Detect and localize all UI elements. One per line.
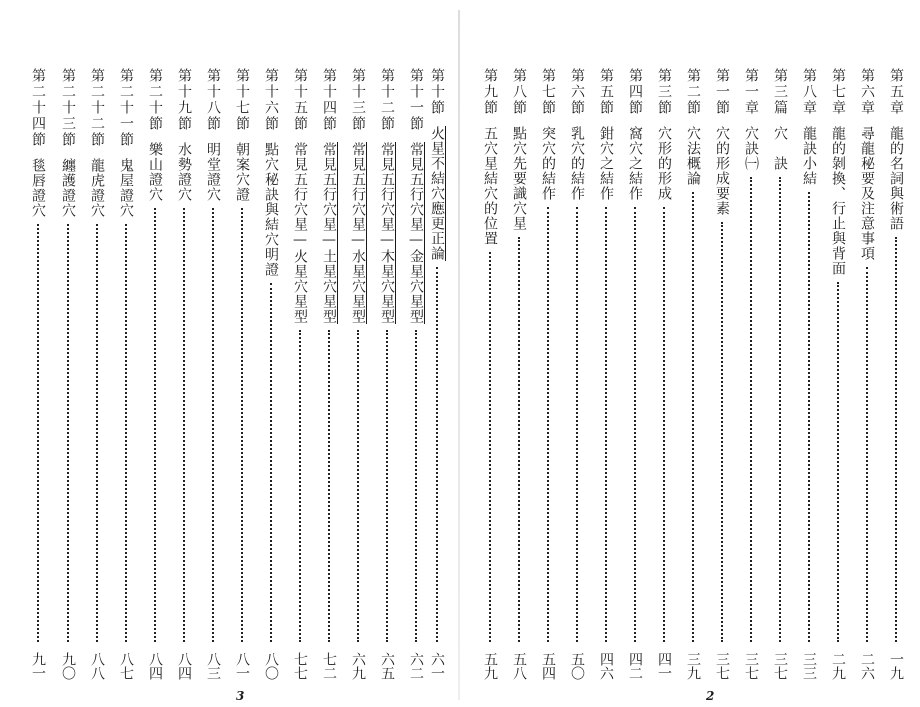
toc-page-number: 七二	[321, 652, 337, 680]
right-page	[460, 0, 920, 707]
toc-entry-number: 第十一節	[408, 68, 424, 132]
toc-entry-title: 穴 訣	[772, 126, 788, 171]
toc-entry-title: 常見五行穴星—土星穴星型	[321, 142, 337, 324]
toc-entry-number: 第二節	[685, 68, 701, 116]
toc-entry	[511, 68, 527, 680]
toc-page-number: 九〇	[60, 652, 76, 680]
toc-entry-number: 第十二節	[379, 68, 395, 132]
toc-entry-title: 穴的形成要素	[714, 126, 730, 216]
toc-page-number: 七七	[292, 652, 308, 680]
toc-entry-number: 第八章	[801, 68, 817, 116]
toc-entry-title: 龍虎證穴	[89, 158, 105, 218]
dot-leader	[779, 177, 781, 642]
dot-leader	[750, 177, 752, 642]
toc-page-number: 九一	[30, 652, 46, 680]
toc-entry-number: 第一章	[743, 68, 759, 116]
dot-leader	[96, 224, 98, 642]
toc-entry-title: 穴法概論	[685, 126, 701, 186]
toc-entry-number: 第十六節	[263, 68, 279, 132]
toc-entry-title: 鬼屋證穴	[118, 158, 134, 218]
toc-entry-title: 水勢證穴	[176, 142, 192, 202]
toc-entry-number: 第七章	[830, 68, 846, 116]
toc-entry	[118, 68, 134, 680]
toc-entry	[830, 68, 846, 680]
dot-leader	[489, 252, 491, 642]
toc-entry-number: 第十九節	[176, 68, 192, 132]
dot-leader	[692, 192, 694, 642]
toc-entry	[859, 68, 875, 680]
toc-page-number: 二九	[830, 652, 846, 680]
toc-entry-number: 第六節	[569, 68, 585, 116]
toc-entry	[408, 68, 424, 680]
dot-leader	[328, 330, 330, 642]
dot-leader	[154, 208, 156, 642]
toc-entry-number: 第八節	[511, 68, 527, 116]
toc-entry-number: 第二十二節	[89, 68, 105, 148]
toc-entry-title: 窩穴之結作	[627, 126, 643, 201]
toc-page-number: 三七	[772, 652, 788, 680]
toc-entry-number: 第二十四節	[30, 68, 46, 148]
toc-page-number: 八八	[89, 652, 105, 680]
toc-page-number: 三七	[714, 652, 730, 680]
toc-entry	[147, 68, 163, 680]
toc-entry-title: 毯唇證穴	[30, 158, 46, 218]
toc-entry	[350, 68, 366, 680]
toc-entry	[379, 68, 395, 680]
dot-leader	[663, 207, 665, 642]
toc-page-number: 六五	[379, 652, 395, 680]
toc-entry-title: 穴訣㈠	[743, 126, 759, 171]
toc-page-number: 六一	[429, 652, 445, 680]
toc-entry-title: 常見五行穴星—木星穴星型	[379, 142, 395, 324]
toc-entry	[89, 68, 105, 680]
toc-entry-title: 火星不結穴應更正論	[429, 126, 445, 261]
dot-leader	[212, 208, 214, 642]
toc-entry	[627, 68, 643, 680]
toc-entry-title: 明堂證穴	[205, 142, 221, 202]
page-number-left: 3	[236, 689, 245, 703]
dot-leader	[634, 207, 636, 642]
toc-entry-number: 第十七節	[234, 68, 250, 132]
toc-entry-number: 第十節	[429, 68, 445, 116]
page-number-right: 2	[706, 689, 715, 703]
toc-page-number: 四六	[598, 652, 614, 680]
toc-entry-title: 點穴秘訣與結穴明證	[263, 142, 279, 277]
toc-entry-title: 突穴的結作	[540, 126, 556, 201]
toc-entry-number: 第二十一節	[118, 68, 134, 148]
toc-page-number: 五八	[511, 652, 527, 680]
toc-entry-title: 乳穴的結作	[569, 126, 585, 201]
dot-leader	[721, 222, 723, 642]
dot-leader	[866, 267, 868, 642]
toc-entry-number: 第五節	[598, 68, 614, 116]
toc-entry	[60, 68, 76, 680]
toc-entry-number: 第九節	[482, 68, 498, 116]
toc-entry-title: 鉗穴之結作	[598, 126, 614, 201]
toc-page-number: 三三	[801, 652, 817, 680]
toc-entry	[429, 68, 445, 680]
dot-leader	[605, 207, 607, 642]
dot-leader	[67, 224, 69, 642]
toc-page-number: 八四	[176, 652, 192, 680]
dot-leader	[386, 330, 388, 642]
toc-page-number: 六二	[408, 652, 424, 680]
toc-entry	[772, 68, 788, 680]
dot-leader	[270, 283, 272, 642]
toc-page-number: 五九	[482, 652, 498, 680]
toc-page-number: 五〇	[569, 652, 585, 680]
toc-page-number: 一九	[888, 652, 904, 680]
toc-entry	[685, 68, 701, 680]
toc-entry	[569, 68, 585, 680]
dot-leader	[241, 208, 243, 642]
dot-leader	[299, 330, 301, 642]
toc-entry	[540, 68, 556, 680]
toc-entry-number: 第二十節	[147, 68, 163, 132]
toc-entry	[656, 68, 672, 680]
dot-leader	[576, 207, 578, 642]
toc-entry-number: 第四節	[627, 68, 643, 116]
toc-entry-number: 第十四節	[321, 68, 337, 132]
toc-entry-title: 龍的剝換、行止與背面	[830, 126, 846, 276]
toc-entry-number: 第六章	[859, 68, 875, 116]
dot-leader	[837, 282, 839, 642]
dot-leader	[415, 330, 417, 642]
toc-entry-title: 龍的名詞與術語	[888, 126, 904, 231]
dot-leader	[547, 207, 549, 642]
toc-entry-number: 第一節	[714, 68, 730, 116]
toc-page-number: 八七	[118, 652, 134, 680]
toc-page-number: 三七	[743, 652, 759, 680]
toc-entry-title: 龍訣小結	[801, 126, 817, 186]
toc-entry-number: 第七節	[540, 68, 556, 116]
dot-leader	[357, 330, 359, 642]
toc-entry	[263, 68, 279, 680]
toc-entry-title: 點穴先要識穴星	[511, 126, 527, 231]
toc-entry-number: 第五章	[888, 68, 904, 116]
toc-entry-number: 第十八節	[205, 68, 221, 132]
toc-entry	[714, 68, 730, 680]
dot-leader	[183, 208, 185, 642]
dot-leader	[436, 267, 438, 642]
toc-page-number: 六九	[350, 652, 366, 680]
dot-leader	[37, 224, 39, 642]
dot-leader	[518, 237, 520, 642]
toc-page-number: 八三	[205, 652, 221, 680]
toc-entry-title: 穴形的形成	[656, 126, 672, 201]
toc-entry	[888, 68, 904, 680]
dot-leader	[895, 237, 897, 642]
toc-entry-title: 纏護證穴	[60, 158, 76, 218]
toc-entry	[176, 68, 192, 680]
dot-leader	[125, 224, 127, 642]
toc-entry-number: 第三節	[656, 68, 672, 116]
toc-page-number: 四二	[627, 652, 643, 680]
toc-page-number: 八〇	[263, 652, 279, 680]
toc-entry-title: 五穴星結穴的位置	[482, 126, 498, 246]
toc-entry	[292, 68, 308, 680]
toc-entry	[234, 68, 250, 680]
toc-page-number: 二六	[859, 652, 875, 680]
toc-entry	[743, 68, 759, 680]
toc-entry-number: 第三篇	[772, 68, 788, 116]
toc-entry	[30, 68, 46, 680]
toc-entry	[598, 68, 614, 680]
toc-entry-title: 常見五行穴星—金星穴星型	[408, 142, 424, 324]
dot-leader	[808, 192, 810, 642]
toc-entry-title: 常見五行穴星—火星穴星型	[292, 142, 308, 324]
toc-entry-title: 常見五行穴星—水星穴星型	[350, 142, 366, 324]
toc-entry-number: 第二十三節	[60, 68, 76, 148]
toc-entry-number: 第十五節	[292, 68, 308, 132]
toc-page-number: 八一	[234, 652, 250, 680]
toc-page-number: 八四	[147, 652, 163, 680]
toc-page-number: 四一	[656, 652, 672, 680]
toc-entry	[482, 68, 498, 680]
toc-entry-number: 第十三節	[350, 68, 366, 132]
toc-entry	[801, 68, 817, 680]
toc-entry-title: 樂山證穴	[147, 142, 163, 202]
toc-page-number: 五四	[540, 652, 556, 680]
toc-entry	[205, 68, 221, 680]
toc-page-number: 三九	[685, 652, 701, 680]
toc-entry-title: 尋龍秘要及注意事項	[859, 126, 875, 261]
toc-entry-title: 朝案穴證	[234, 142, 250, 202]
toc-entry	[321, 68, 337, 680]
